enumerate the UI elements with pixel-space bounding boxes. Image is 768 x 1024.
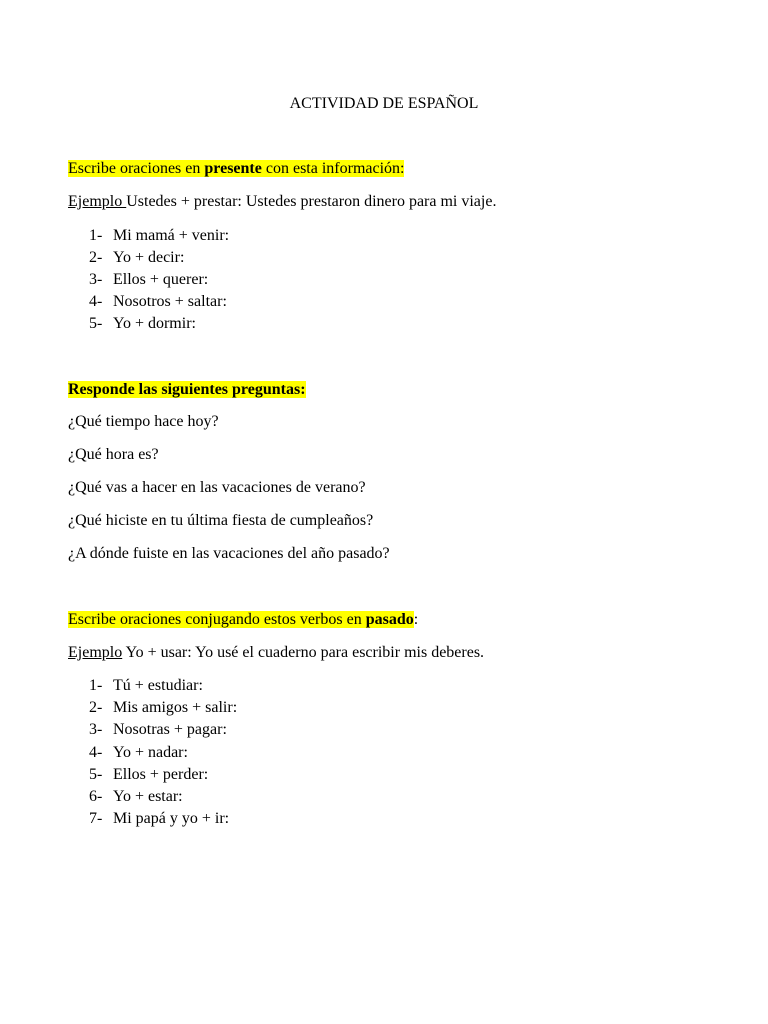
question-item: ¿Qué hiciste en tu última fiesta de cumpleaños?: [68, 512, 374, 529]
section3-list-item: [89, 765, 208, 785]
section1-example-text: Ustedes + prestar: Ustedes prestaron dinero para mi viaje.: [126, 193, 497, 210]
section1-instruction-pre: Escribe oraciones en: [68, 160, 205, 177]
list-item-text: Mis amigos + salir:: [113, 699, 238, 716]
section1-example: [68, 192, 496, 212]
list-item-number: 5-: [89, 315, 103, 332]
list-item-text: Yo + dormir:: [113, 315, 196, 332]
section3-example: [68, 643, 484, 663]
section3-list-item: [89, 809, 229, 829]
document-title: ACTIVIDAD DE ESPAÑOL: [289, 95, 479, 112]
section3-example-text: Yo + usar: Yo usé el cuaderno para escribir mis deberes.: [122, 644, 485, 661]
section3-instruction: [68, 610, 418, 630]
question-item: ¿Qué hora es?: [68, 446, 159, 463]
section2-instruction: [68, 380, 306, 400]
section1-list-item: [89, 314, 196, 334]
section3-example-label: Ejemplo: [68, 644, 123, 661]
question-item: ¿A dónde fuiste en las vacaciones del año pasado?: [68, 545, 390, 562]
section3-list-item: [89, 698, 237, 718]
list-item-number: 3-: [89, 721, 103, 738]
list-item-text: Ellos + perder:: [113, 766, 209, 783]
list-item-text: Yo + nadar:: [113, 744, 188, 761]
section3-instruction-pre: Escribe oraciones conjugando estos verbos en: [68, 611, 366, 628]
section3-list-item: [89, 787, 183, 807]
section1-list-item: [89, 248, 184, 268]
list-item-text: Mi papá y yo + ir:: [113, 810, 230, 827]
list-item-number: 6-: [89, 788, 103, 805]
section3-instruction-bold: pasado: [365, 611, 414, 628]
section1-instruction: [68, 159, 404, 179]
list-item-number: 7-: [89, 810, 103, 827]
section1-list-item: [89, 226, 229, 246]
section3-instruction-highlight: [68, 611, 414, 628]
question-item: ¿Qué vas a hacer en las vacaciones de verano?: [68, 479, 366, 496]
section3-list-item: [89, 676, 203, 696]
section1-list-item: [89, 270, 208, 290]
section1-list-item: [89, 292, 227, 312]
list-item-number: 1-: [89, 677, 103, 694]
section1-example-label: Ejemplo: [68, 193, 127, 210]
section2-instruction-text: Responde las siguientes preguntas:: [68, 381, 306, 398]
section1-instruction-post: con esta información:: [261, 160, 405, 177]
list-item-number: 5-: [89, 766, 103, 783]
section3-list-item: [89, 720, 227, 740]
section3-list-item: [89, 743, 188, 763]
question-item: ¿Qué tiempo hace hoy?: [68, 413, 219, 430]
section1-instruction-bold: presente: [204, 160, 262, 177]
section1-instruction-highlight: [68, 160, 404, 177]
list-item-text: Ellos + querer:: [113, 271, 209, 288]
section3-instruction-post: :: [413, 611, 419, 628]
list-item-text: Nosotras + pagar:: [113, 721, 227, 738]
list-item-text: Nosotros + saltar:: [113, 293, 227, 310]
list-item-text: Mi mamá + venir:: [113, 227, 230, 244]
list-item-number: 2-: [89, 249, 103, 266]
list-item-text: Yo + decir:: [113, 249, 185, 266]
list-item-number: 2-: [89, 699, 103, 716]
list-item-number: 1-: [89, 227, 103, 244]
list-item-text: Yo + estar:: [113, 788, 183, 805]
list-item-number: 3-: [89, 271, 103, 288]
list-item-number: 4-: [89, 293, 103, 310]
list-item-text: Tú + estudiar:: [113, 677, 203, 694]
list-item-number: 4-: [89, 744, 103, 761]
